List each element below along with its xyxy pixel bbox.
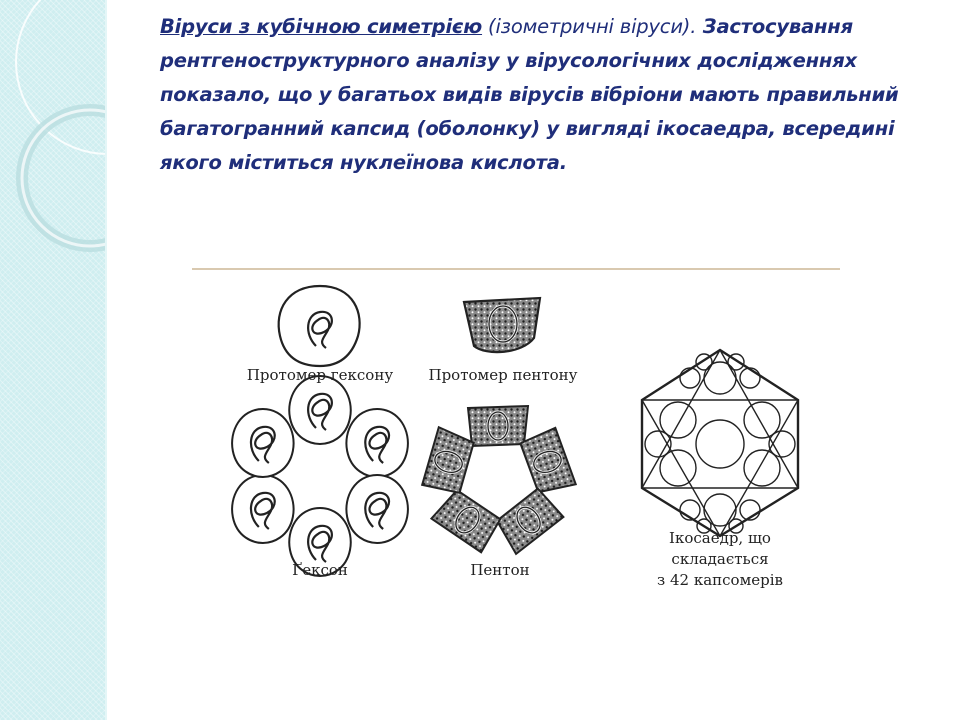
icosahedron-caption-line-2: складається: [671, 550, 769, 568]
icosahedron-caption: [640, 528, 800, 591]
decorative-side-panel: [0, 0, 107, 720]
capsid-structure-figure: [192, 266, 842, 606]
penton-diagram: [420, 406, 575, 554]
icosahedron-caption-line-3: з 42 капсомерів: [657, 571, 783, 589]
slide-title-paren: (ізометричні віруси).: [482, 15, 697, 38]
hexon-diagram: [232, 376, 408, 576]
hexon-protomer-caption: Протомер гексону: [246, 366, 394, 384]
penton-protomer-diagram: [464, 298, 540, 352]
hexon-caption: Ґексон: [292, 561, 348, 579]
icosahedron-caption-line-1: Ікосаедр, що: [669, 529, 771, 547]
penton-caption: Пентон: [470, 561, 530, 579]
icosahedron-diagram: [642, 350, 798, 536]
penton-protomer-caption: Протомер пентону: [428, 366, 578, 384]
hexon-protomer-diagram: [279, 286, 360, 366]
slide-title-lead: Віруси з кубічною симетрією: [160, 15, 483, 38]
decorative-rings: [0, 0, 107, 720]
slide-text: [160, 10, 930, 180]
slide-body-text: Застосування рентгеноструктурного аналізу у вірусологічних дослідженнях показало, що у багатьох видів вірусів вібріони мають правильний багатогранний капсид (оболонку) у вигляді ікосаедра, всередині якого міститься нуклеїнова кислота.: [160, 15, 899, 174]
